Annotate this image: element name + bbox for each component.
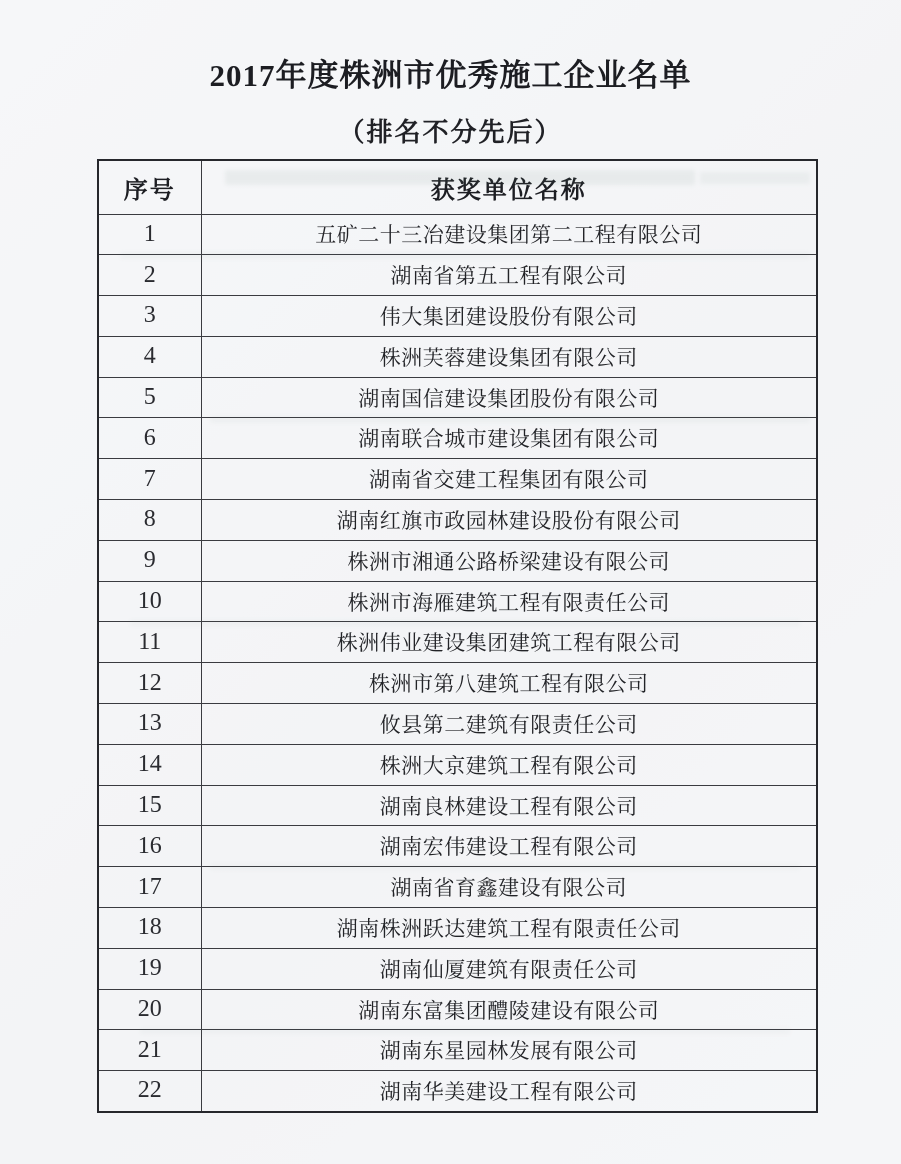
table-row [98, 989, 817, 1030]
company-name-cell: 湖南省第五工程有限公司 [201, 255, 817, 296]
serial-number-cell: 13 [98, 704, 201, 745]
company-name-cell: 株洲市海雁建筑工程有限责任公司 [201, 581, 817, 622]
company-name-cell: 湖南联合城市建设集团有限公司 [201, 418, 817, 459]
company-name-cell: 株洲市湘通公路桥梁建设有限公司 [201, 540, 817, 581]
company-name-cell: 五矿二十三冶建设集团第二工程有限公司 [201, 214, 817, 255]
serial-number-cell: 8 [98, 500, 201, 541]
table-row [98, 704, 817, 745]
table-row [98, 785, 817, 826]
company-name-cell: 湖南宏伟建设工程有限公司 [201, 826, 817, 867]
serial-number-cell: 17 [98, 867, 201, 908]
serial-number-cell: 9 [98, 540, 201, 581]
table-row [98, 418, 817, 459]
company-name-cell: 湖南省交建工程集团有限公司 [201, 459, 817, 500]
table-row [98, 255, 817, 296]
serial-number-cell: 18 [98, 908, 201, 949]
award-table [97, 159, 818, 1113]
company-name-cell: 株洲市第八建筑工程有限公司 [201, 663, 817, 704]
company-name-cell: 伟大集团建设股份有限公司 [201, 296, 817, 337]
company-name-cell: 湖南仙厦建筑有限责任公司 [201, 948, 817, 989]
serial-number-cell: 11 [98, 622, 201, 663]
serial-number-cell: 4 [98, 336, 201, 377]
serial-number-cell: 19 [98, 948, 201, 989]
table-row [98, 622, 817, 663]
document-subtitle: （排名不分先后） [338, 118, 563, 147]
table-row [98, 500, 817, 541]
table-row [98, 826, 817, 867]
table-header-row [98, 160, 817, 214]
table-row [98, 296, 817, 337]
company-name-cell: 株洲伟业建设集团建筑工程有限公司 [201, 622, 817, 663]
serial-number-cell: 15 [98, 785, 201, 826]
table-row [98, 908, 817, 949]
table-row [98, 1030, 817, 1071]
table-row [98, 581, 817, 622]
company-name-cell: 株洲芙蓉建设集团有限公司 [201, 336, 817, 377]
company-name-cell: 湖南省育鑫建设有限公司 [201, 867, 817, 908]
serial-number-cell: 20 [98, 989, 201, 1030]
company-name-cell: 湖南东星园林发展有限公司 [201, 1030, 817, 1071]
table-row [98, 214, 817, 255]
company-name-cell: 湖南华美建设工程有限公司 [201, 1071, 817, 1112]
table-row [98, 867, 817, 908]
serial-number-cell: 21 [98, 1030, 201, 1071]
document-title: 2017年度株洲市优秀施工企业名单 [209, 58, 692, 93]
serial-number-cell: 6 [98, 418, 201, 459]
serial-number-cell: 3 [98, 296, 201, 337]
company-name-cell: 攸县第二建筑有限责任公司 [201, 704, 817, 745]
company-name-cell: 湖南国信建设集团股份有限公司 [201, 377, 817, 418]
serial-number-cell: 2 [98, 255, 201, 296]
serial-number-cell: 1 [98, 214, 201, 255]
company-name-cell: 株洲大京建筑工程有限公司 [201, 744, 817, 785]
serial-number-cell: 22 [98, 1071, 201, 1112]
serial-number-cell: 14 [98, 744, 201, 785]
company-name-cell: 湖南株洲跃达建筑工程有限责任公司 [201, 908, 817, 949]
table-row [98, 377, 817, 418]
serial-number-cell: 12 [98, 663, 201, 704]
table-row [98, 336, 817, 377]
serial-number-cell: 16 [98, 826, 201, 867]
table-row [98, 744, 817, 785]
table-row [98, 1071, 817, 1112]
serial-number-cell: 5 [98, 377, 201, 418]
company-name-cell: 湖南东富集团醴陵建设有限公司 [201, 989, 817, 1030]
table-row [98, 459, 817, 500]
column-header-serial: 序号 [98, 160, 201, 214]
table-row [98, 948, 817, 989]
serial-number-cell: 10 [98, 581, 201, 622]
serial-number-cell: 7 [98, 459, 201, 500]
company-name-cell: 湖南红旗市政园林建设股份有限公司 [201, 500, 817, 541]
company-name-cell: 湖南良林建设工程有限公司 [201, 785, 817, 826]
table-row [98, 540, 817, 581]
table-row [98, 663, 817, 704]
column-header-company-name: 获奖单位名称 [201, 160, 817, 214]
table-body [98, 214, 817, 1112]
